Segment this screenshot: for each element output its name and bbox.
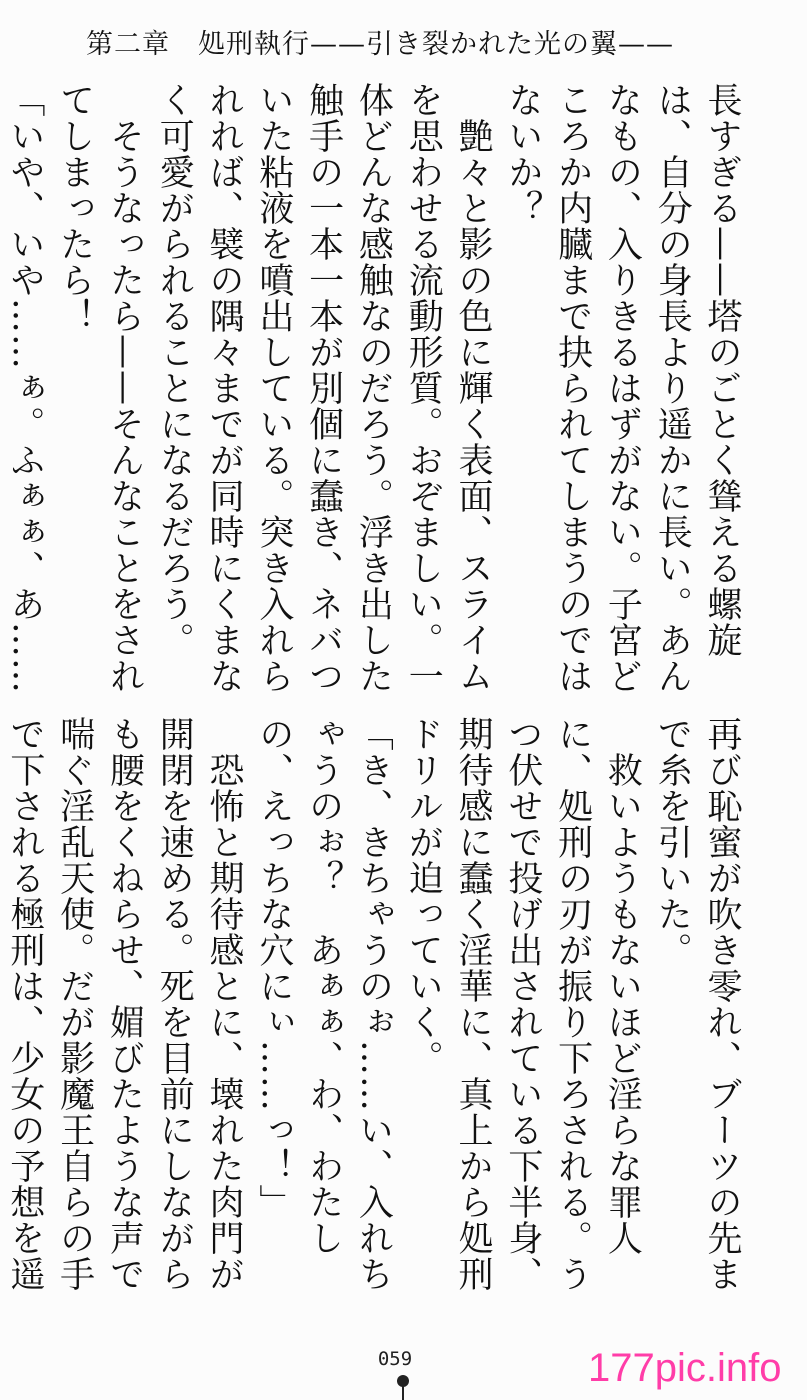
folio-stem-ornament bbox=[402, 1384, 404, 1400]
paragraph: 艶々と影の色に輝く表面、スライムを思わせる流動形質。おぞましい。一体どんな感触なのだろう。浮き出した触手の一本一本が別個に蠢き、ネバついた粘液を噴出している。突き入れられれば、襞の隅々までが同時にくまなく可愛がられることになるだろう。 bbox=[154, 82, 494, 694]
paragraph: 再び恥蜜が吹き零れ、ブーツの先まで糸を引いた。 bbox=[652, 716, 742, 1292]
dialogue-line: 「き、きちゃうのぉ……い、入れちゃうのぉ？ あぁぁ、わ、わたしの、えっちな穴にぃ……っ！」 bbox=[253, 716, 394, 1292]
dialogue-line: 「いや、いや……ぁ。ふぁぁ、あ…… bbox=[4, 82, 45, 694]
watermark-link[interactable]: 177pic.info bbox=[588, 1346, 782, 1390]
paragraph: 長すぎる——塔のごとく聳える螺旋は、自分の身長より遥かに長い。あんなもの、入りきるはずがない。子宮どころか内臓まで抉られてしまうのではないか？ bbox=[502, 82, 742, 694]
paragraph: そうなったら——そんなことをされてしまったら！ bbox=[54, 82, 145, 694]
page-number: 059 bbox=[377, 1348, 413, 1370]
paragraph: 救いようもないほど淫らな罪人に、処刑の刃が振り下ろされる。うつ伏せで投げ出されている下半身、期待感に蠢く淫華に、真上から処刑ドリルが迫っていく。 bbox=[403, 716, 643, 1292]
text-block-top bbox=[4, 82, 746, 702]
text-block-bottom bbox=[4, 716, 746, 1326]
chapter-header: 第二章 処刑執行——引き裂かれた光の翼—— bbox=[86, 29, 674, 60]
paragraph: 恐怖と期待感とに、壊れた肉門が開閉を速める。死を目前にしながらも腰をくねらせ、媚びたような声で喘ぐ淫乱天使。だが影魔王自らの手で下される極刑は、少女の予想を遥 bbox=[4, 716, 245, 1292]
